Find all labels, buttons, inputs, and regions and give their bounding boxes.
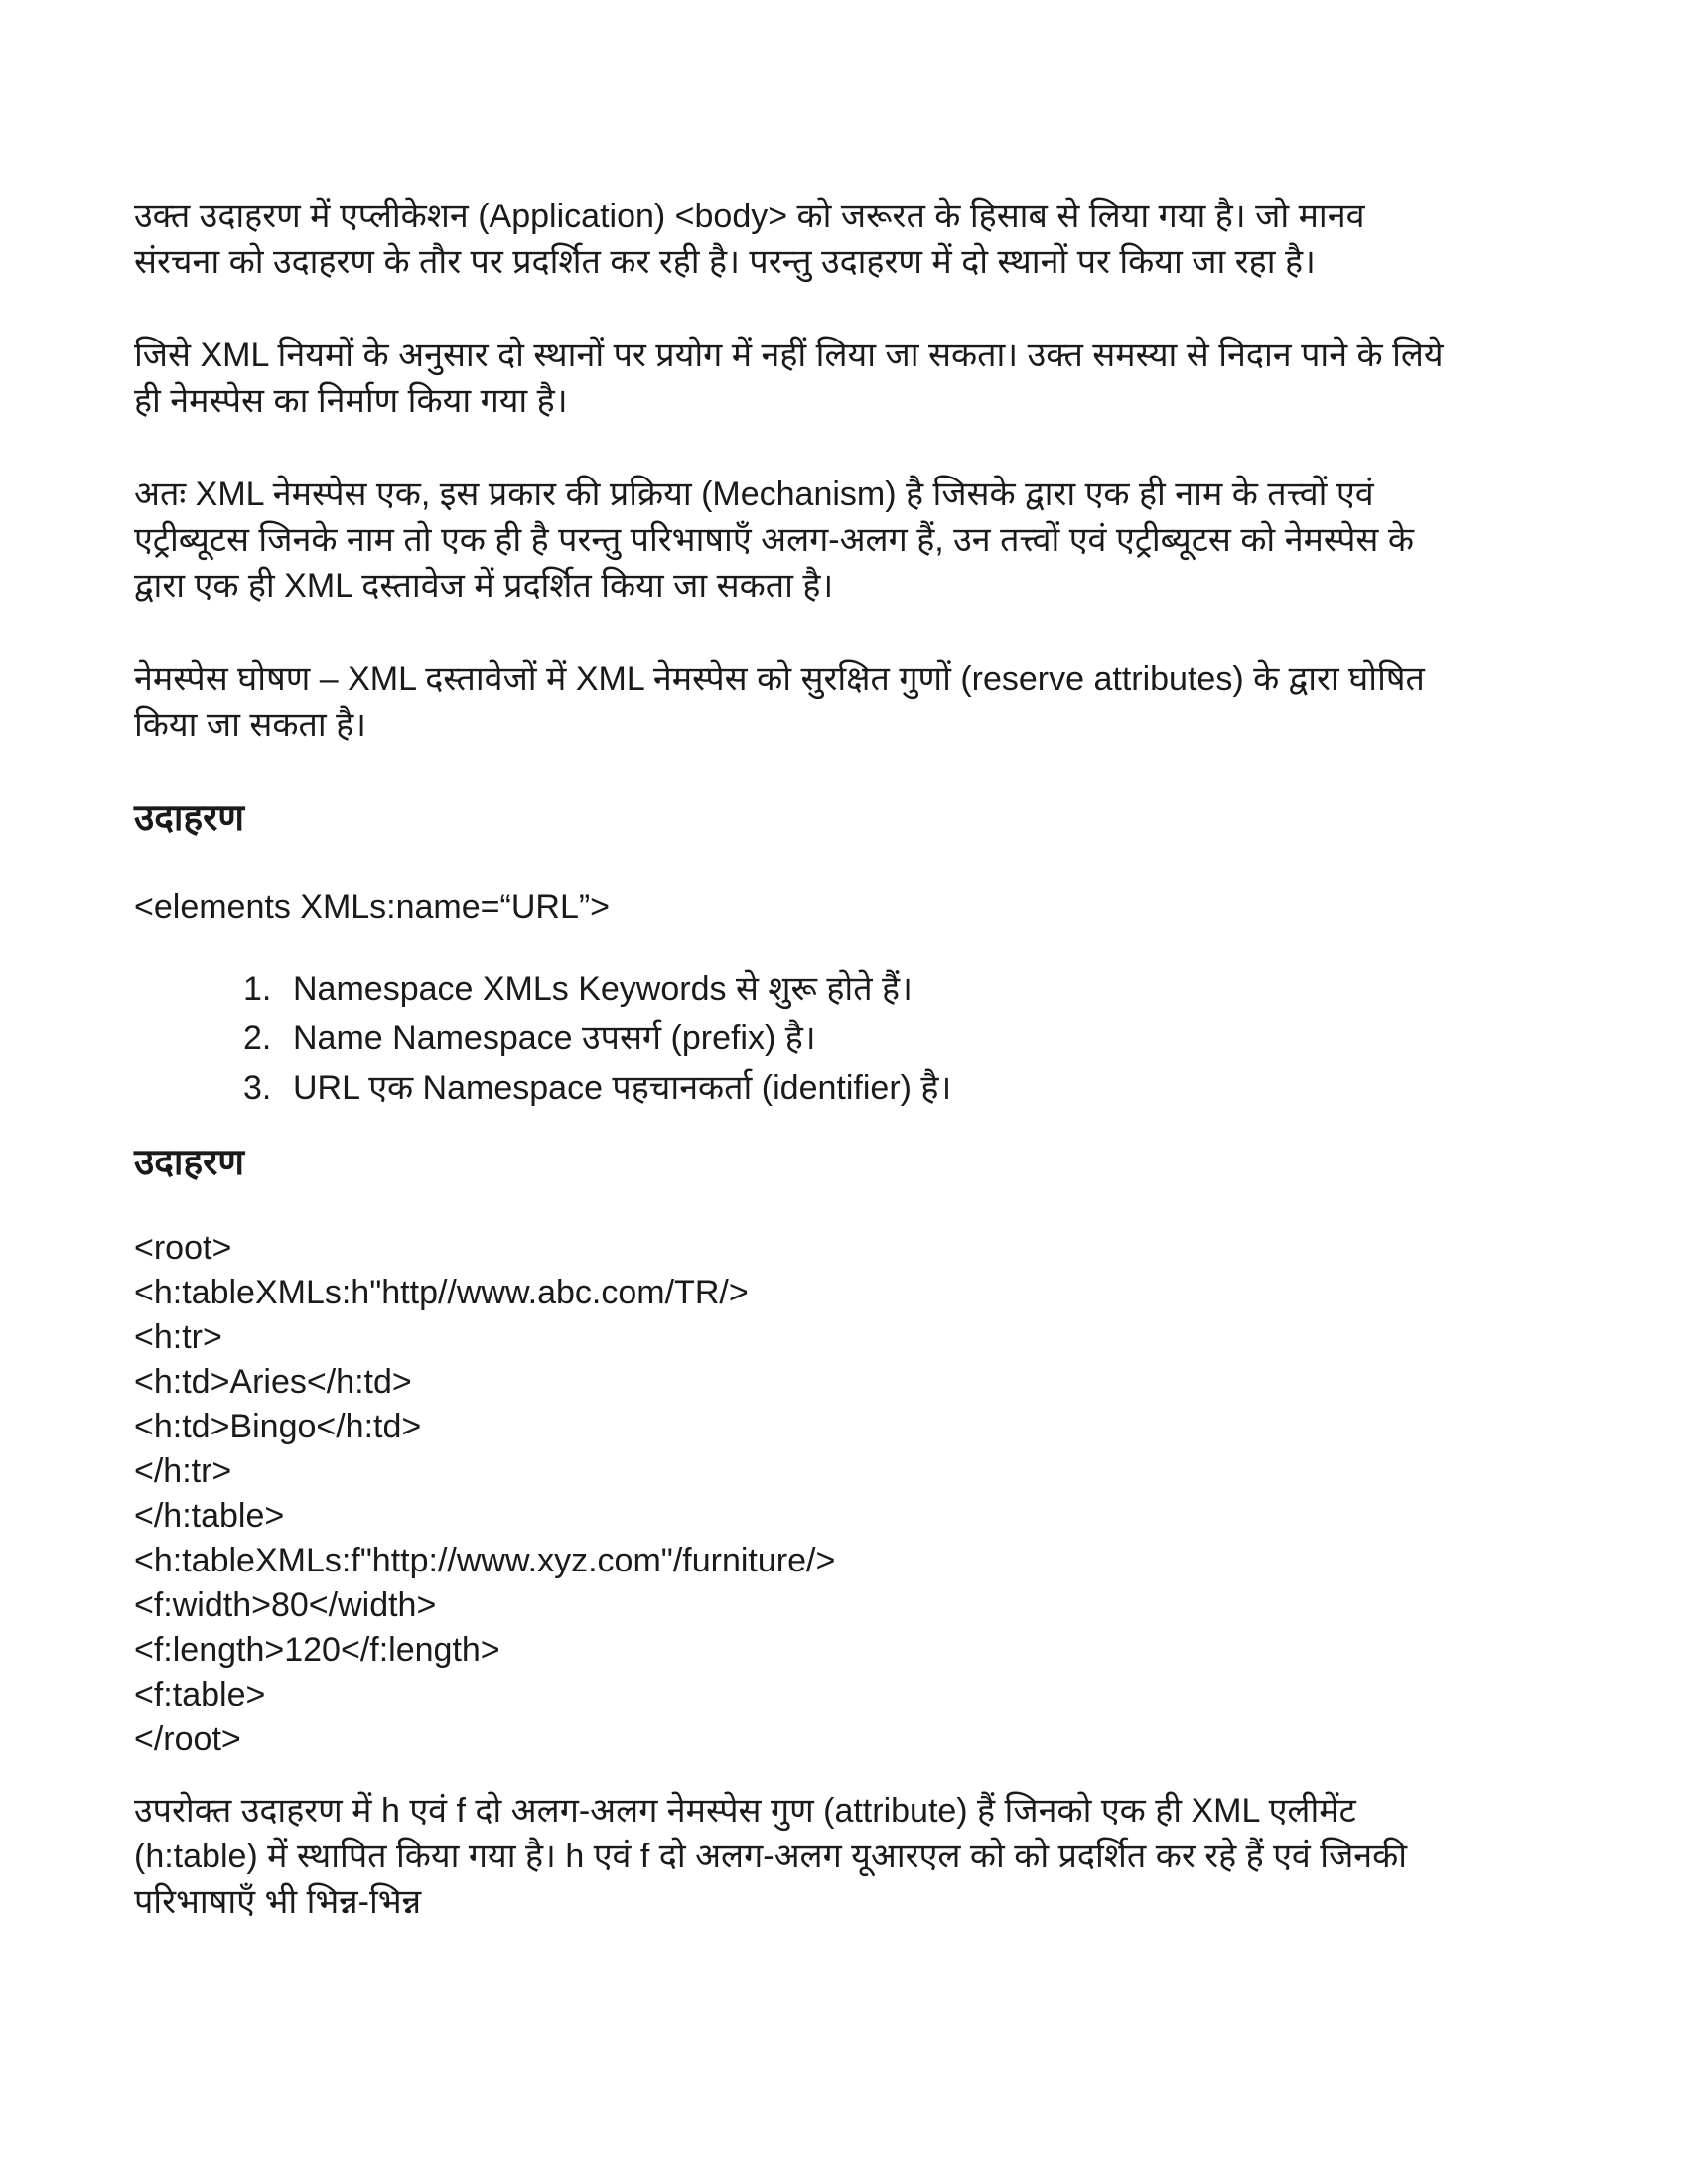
paragraph-4: नेमस्पेस घोषण – XML दस्तावेजों में XML नेमस्पेस को सुरक्षित गुणों (reserve attributes) के द्वारा घोषित किया जा सकता है। xyxy=(134,660,1425,744)
paragraph-2: जिसे XML नियमों के अनुसार दो स्थानों पर प्रयोग में नहीं लिया जा सकता। उक्त समस्या से निदान पाने के लिये ही नेमस्पेस का निर्माण किया गया है। xyxy=(134,337,1444,420)
list-item-text: URL एक Namespace पहचानकर्ता (identifier) है। xyxy=(293,1069,952,1107)
paragraph-3: अतः XML नेमस्पेस एक, इस प्रकार की प्रक्रिया (Mechanism) है जिसके द्वारा एक ही नाम के तत्त्वों एवं एट्रीब्यूटस जिनके नाम तो एक ही है परन्तु परिभाषाएँ अलग-अलग हैं, उन तत्त्वों एवं एट्रीब्यूटस को नेमस्पेस के द्वारा एक ही XML दस्तावेज में प्रदर्शित किया जा सकता है। xyxy=(134,476,1414,605)
xml-syntax-line: <elements XMLs:name=“URL”> xyxy=(134,888,611,926)
xml-code-block xyxy=(134,1226,1445,1762)
example-heading-1: उदाहरण xyxy=(134,797,245,838)
list-item-text: Namespace XMLs Keywords से शुरू होते हैं। xyxy=(293,970,913,1008)
list-item xyxy=(243,964,1445,1014)
paragraph-5: उपरोक्त उदाहरण में h एवं f दो अलग-अलग नेमस्पेस गुण (attribute) हैं जिनको एक ही XML एलीमेंट (h:table) में स्थापित किया गया है। h एवं f दो अलग-अलग यूआरएल को को प्रदर्शित कर रहे हैं एवं जिनकी परिभाषाएँ भी भिन्न-भिन्न xyxy=(134,1792,1408,1921)
list-item-text: Name Namespace उपसर्ग (prefix) है। xyxy=(293,1020,816,1057)
code-line: <root> xyxy=(134,1229,232,1267)
code-line: <f:width>80</width> xyxy=(134,1586,437,1624)
paragraph-1: उक्त उदाहरण में एप्लीकेशन (Application) <body> को जरूरत के हिसाब से लिया गया है। जो मानव संरचना को उदाहरण के तौर पर प्रदर्शित कर रही है। परन्तु उदाहरण में दो स्थानों पर किया जा रहा है। xyxy=(134,198,1365,281)
code-line: <h:td>Aries</h:td> xyxy=(134,1363,412,1401)
code-line: </h:table> xyxy=(134,1497,285,1535)
namespace-rules-list xyxy=(243,964,1445,1113)
list-item-number: 2. xyxy=(243,1020,272,1057)
code-line: <f:length>120</f:length> xyxy=(134,1631,500,1669)
example-heading-2: उदाहरण xyxy=(134,1142,245,1182)
code-line: <h:td>Bingo</h:td> xyxy=(134,1408,422,1445)
code-line: <h:tableXMLs:h"http//www.abc.com/TR/> xyxy=(134,1274,749,1311)
list-item-number: 3. xyxy=(243,1069,272,1107)
code-line: <f:table> xyxy=(134,1676,266,1713)
code-line: <h:tableXMLs:f"http://www.xyz.com"/furniture/> xyxy=(134,1542,836,1579)
list-item-number: 1. xyxy=(243,970,272,1008)
list-item xyxy=(243,1063,1445,1113)
code-line: <h:tr> xyxy=(134,1318,222,1356)
list-item xyxy=(243,1014,1445,1063)
code-line: </h:tr> xyxy=(134,1452,232,1490)
code-line: </root> xyxy=(134,1720,241,1758)
